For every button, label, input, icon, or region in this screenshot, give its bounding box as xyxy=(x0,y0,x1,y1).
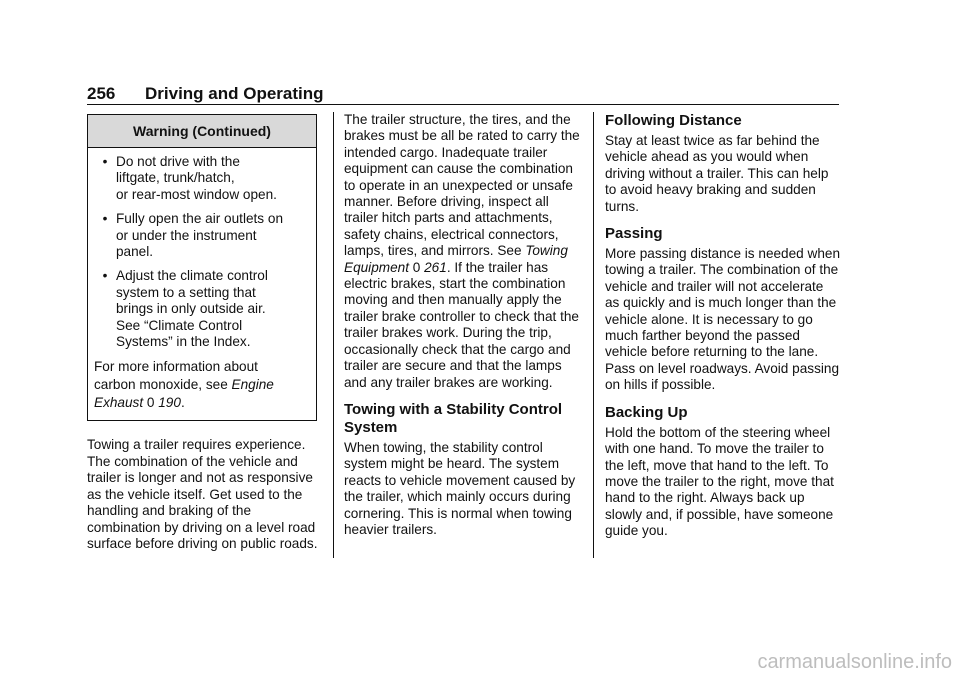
column-divider xyxy=(593,112,594,558)
following-distance-paragraph: Stay at least twice as far behind the vehicle ahead as you would when driving without a trailer. This can help to avoid heavy braking and sudden turns. xyxy=(605,133,829,214)
bullet-text: Do not drive with the liftgate, trunk/hatch, or rear-most window open. xyxy=(116,154,277,202)
trailer-text: The trailer structure, the tires, and the brakes must be all be rated to carry the intended cargo. Inadequate trailer equipment can cause the combination to operate in an unexpected or unsafe manner. Before driving, inspect all trailer hitch parts and attachments, safety chains, electrical connectors, lamps, tires, and mirrors. See xyxy=(344,112,580,259)
page-number: 256 xyxy=(87,84,116,103)
column-divider xyxy=(333,112,334,558)
warning-box xyxy=(87,114,317,421)
passing-heading: Passing xyxy=(605,225,663,243)
passing-paragraph: More passing distance is needed when towing a trailer. The combination of the vehicle and trailer will not accelerate as quickly and is much longer than the vehicle alone. It is necessary to go much farther beyond the passed vehicle before returning to the lane. Pass on level roadways. Avoid passing on hills if possible. xyxy=(605,246,841,393)
page-reference: 190 xyxy=(158,395,181,411)
warning-bullet xyxy=(94,154,312,203)
towing-equipment-link[interactable]: Towing Equipment xyxy=(344,243,568,275)
page-reference: 261 xyxy=(424,259,447,275)
towing-paragraph: Towing a trailer requires experience. The combination of the vehicle and trailer is longer and not as responsive as the vehicle itself. Get used to the handling and braking of the combination by driving on a level road surface before driving on public roads. xyxy=(87,437,318,551)
cross-reference-icon: 0 xyxy=(412,259,421,275)
trailer-text-rest: . If the trailer has electric brakes, start the combination moving and then manually apply the trailer brake controller to check that the trailer brakes work. During the trip, occasionally check that the cargo and trailer are secure and that the lamps and any trailer brakes are working. xyxy=(344,259,579,390)
page-header xyxy=(87,84,839,106)
warning-body xyxy=(88,148,316,420)
column-right xyxy=(605,112,841,540)
cross-reference-icon: 0 xyxy=(146,395,155,411)
warning-note xyxy=(94,358,312,412)
bullet-icon: • xyxy=(102,268,108,284)
backing-up-paragraph: Hold the bottom of the steering wheel with one hand. To move the trailer to the left, move that hand to the left. To move the trailer to the right, move that hand to the right. Always back up slowly and, if possible, have someone guide you. xyxy=(605,424,834,539)
engine-exhaust-link[interactable]: Engine Exhaust xyxy=(94,377,274,411)
warning-note-end: . xyxy=(180,395,185,411)
bullet-icon: • xyxy=(102,154,108,169)
bullet-icon: • xyxy=(102,211,108,227)
warning-note-text: For more information about carbon monoxide, see xyxy=(94,359,258,393)
watermark: carmanualsonline.info xyxy=(757,651,952,673)
bullet-text: Fully open the air outlets on or under the instrument panel. xyxy=(116,211,284,260)
backing-up-heading: Backing Up xyxy=(605,403,688,421)
header-rule xyxy=(87,104,839,105)
warning-bullet xyxy=(94,268,312,350)
section-title: Driving and Operating xyxy=(145,84,324,103)
stability-heading: Towing with a Stability Control System xyxy=(344,400,563,436)
following-distance-heading: Following Distance xyxy=(605,112,742,129)
column-middle xyxy=(344,112,580,538)
warning-bullet xyxy=(94,211,312,260)
stability-paragraph: When towing, the stability control system might be heard. The system reacts to vehicle movement caused by the trailer, which mainly occurs during cornering. This is normal when towing heavier trailers. xyxy=(344,439,576,537)
bullet-text: Adjust the climate control system to a setting that brings in only outside air. See “Climate Control Systems” in the Index. xyxy=(116,268,268,350)
trailer-paragraph xyxy=(344,112,580,391)
warning-title: Warning (Continued) xyxy=(88,115,316,148)
column-left xyxy=(87,114,323,552)
